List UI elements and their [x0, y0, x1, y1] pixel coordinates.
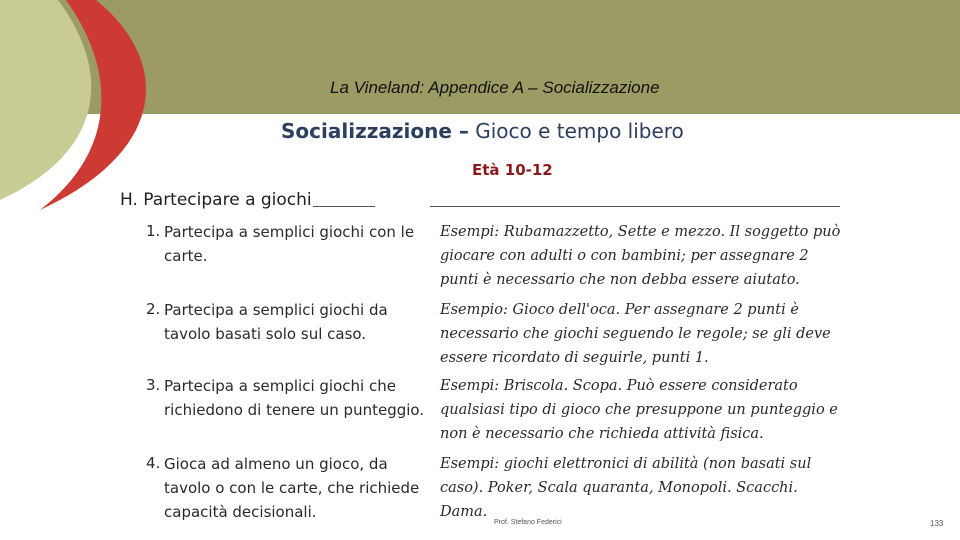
- item-description: Partecipa a semplici giochi che richiedono di tenere un punteggio.: [164, 377, 425, 419]
- slide-title-rest: Gioco e tempo libero: [475, 119, 684, 143]
- item-example: Esempi: Briscola. Scopa. Può essere considerato qualsiasi tipo di gioco che presuppone un punteggio e non è necessario che richieda attività fisica.: [440, 378, 838, 442]
- item-description: Partecipa a semplici giochi con le carte.: [164, 223, 415, 265]
- item-number: 3.: [146, 376, 161, 394]
- slide-title-bold: Socializzazione –: [281, 119, 469, 143]
- header-title: La Vineland: Appendice A – Socializzazione: [330, 78, 660, 97]
- item-example: Esempi: Rubamazzetto, Sette e mezzo. Il soggetto può giocare con adulti o con bambini; per assegnare 2 punti è necessario che non debba essere aiutato.: [440, 224, 841, 288]
- item-number: 1.: [146, 222, 161, 240]
- footer-author: Prof. Stefano Federici: [494, 519, 562, 526]
- item-description: Partecipa a semplici giochi da tavolo basati solo sul caso.: [164, 301, 388, 343]
- age-label: Età 10-12: [472, 161, 553, 179]
- slide-title: [281, 119, 841, 143]
- item-number: 4.: [146, 454, 161, 472]
- section-heading: H. Partecipare a giochi: [120, 190, 312, 210]
- item-number: 2.: [146, 300, 161, 318]
- heading-rule-left: [313, 206, 375, 207]
- item-example: Esempi: giochi elettronici di abilità (non basati sul caso). Poker, Scala quaranta, Monopoli. Scacchi. Dama.: [440, 456, 812, 520]
- item-example: Esempio: Gioco dell'oca. Per assegnare 2 punti è necessario che giochi seguendo le regole; se gli deve essere ricordato di seguirle, punti 1.: [440, 302, 831, 366]
- page-number: 133: [930, 519, 944, 528]
- heading-rule-right: [430, 206, 840, 207]
- item-description: Gioca ad almeno un gioco, da tavolo o con le carte, che richiede capacità decisionali.: [164, 455, 420, 521]
